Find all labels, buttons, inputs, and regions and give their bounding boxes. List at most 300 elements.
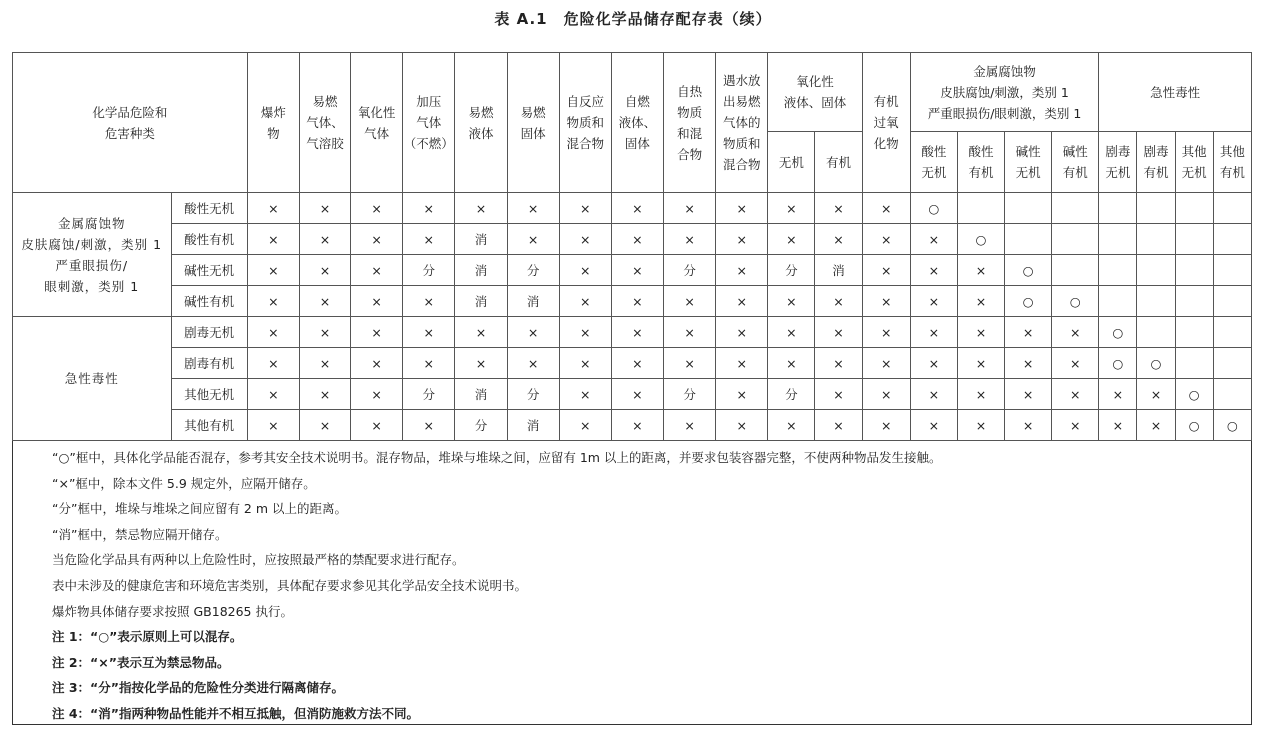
cell-text: × bbox=[527, 200, 539, 216]
cell-text: × bbox=[736, 386, 747, 402]
matrix-cell bbox=[247, 193, 299, 224]
cell-text: × bbox=[880, 417, 892, 433]
matrix-cell bbox=[1213, 348, 1251, 379]
cell-text: × bbox=[527, 355, 539, 371]
matrix-cell bbox=[507, 255, 559, 286]
row-label bbox=[171, 317, 247, 348]
cell-text: × bbox=[371, 386, 382, 402]
matrix-cell bbox=[1099, 410, 1137, 441]
matrix-cell bbox=[299, 286, 350, 317]
cell-text: 化物 bbox=[873, 136, 899, 151]
matrix-cell bbox=[611, 224, 663, 255]
matrix-cell bbox=[815, 348, 862, 379]
matrix-cell bbox=[1213, 410, 1251, 441]
cell-text: 消 bbox=[832, 262, 845, 278]
matrix-cell bbox=[910, 286, 957, 317]
cell-text: 剧毒 bbox=[1105, 144, 1131, 159]
cell-text: 酸性 bbox=[921, 144, 947, 159]
matrix-cell bbox=[403, 193, 455, 224]
matrix-cell bbox=[403, 410, 455, 441]
cell-text: × bbox=[1112, 417, 1124, 433]
cell-text: 易燃 bbox=[520, 104, 546, 120]
matrix-cell bbox=[1175, 286, 1213, 317]
matrix-cell bbox=[1213, 286, 1251, 317]
matrix-cell bbox=[507, 379, 559, 410]
matrix-cell bbox=[910, 193, 957, 224]
matrix-cell bbox=[957, 224, 1004, 255]
cell-text: × bbox=[268, 200, 279, 216]
matrix-cell bbox=[768, 193, 815, 224]
cell-text: ○ bbox=[1022, 262, 1034, 278]
cell-text: 有机 bbox=[1062, 165, 1088, 180]
cell-text: × bbox=[580, 262, 591, 278]
cell-text: 分 bbox=[683, 262, 696, 278]
cell-text: × bbox=[632, 293, 643, 309]
cell-text: × bbox=[371, 324, 382, 340]
cell-text: × bbox=[319, 417, 331, 433]
matrix-cell bbox=[299, 410, 350, 441]
cell-text: 氧化性 bbox=[357, 104, 396, 120]
matrix-cell bbox=[247, 348, 299, 379]
cell-text: 严重眼损伤/眼刺激，类别 1 bbox=[927, 105, 1082, 121]
matrix-cell bbox=[455, 379, 507, 410]
cell-text: × bbox=[880, 231, 892, 247]
cell-text: 有机 bbox=[968, 165, 994, 180]
matrix-cell bbox=[507, 193, 559, 224]
footnote-line: 注 4：“消”指两种物品性能并不相互抵触，但消防施救方法不同。 bbox=[52, 705, 419, 721]
cell-text: × bbox=[580, 293, 591, 309]
matrix-cell bbox=[611, 255, 663, 286]
matrix-cell bbox=[403, 317, 455, 348]
cell-text: × bbox=[684, 200, 695, 216]
cell-text: ○ bbox=[1188, 386, 1200, 402]
note-line: 当危险化学品具有两种以上危险性时，应按照最严格的禁配要求进行配存。 bbox=[52, 552, 465, 568]
matrix-cell bbox=[768, 410, 815, 441]
table-row bbox=[13, 286, 1252, 317]
column-header bbox=[611, 53, 663, 193]
footnote-line: 注 3：“分”指按化学品的危险性分类进行隔离储存。 bbox=[52, 680, 344, 696]
cell-text: 分 bbox=[526, 262, 540, 278]
matrix-cell bbox=[957, 379, 1004, 410]
column-header bbox=[299, 53, 350, 193]
cell-text: × bbox=[975, 355, 987, 371]
matrix-cell bbox=[247, 255, 299, 286]
matrix-cell bbox=[957, 286, 1004, 317]
cell-text: × bbox=[736, 200, 747, 216]
cell-text: × bbox=[786, 200, 797, 216]
column-subheader bbox=[1052, 132, 1099, 193]
cell-text: ○ bbox=[1112, 324, 1124, 340]
matrix-cell bbox=[716, 348, 768, 379]
cell-text: × bbox=[736, 262, 747, 278]
cell-text: × bbox=[371, 293, 382, 309]
column-subheader bbox=[910, 132, 957, 193]
cell-text: 分 bbox=[785, 386, 798, 402]
matrix-cell bbox=[1175, 379, 1213, 410]
matrix-cell bbox=[611, 410, 663, 441]
matrix-cell bbox=[768, 255, 815, 286]
matrix-cell bbox=[910, 348, 957, 379]
cell-text: 分 bbox=[526, 386, 540, 402]
cell-text: 金属腐蚀物 bbox=[973, 63, 1036, 79]
matrix-cell bbox=[351, 348, 403, 379]
matrix-cell bbox=[862, 379, 910, 410]
cell-text: × bbox=[736, 231, 747, 247]
matrix-cell bbox=[507, 348, 559, 379]
cell-text: ○ bbox=[975, 231, 987, 247]
matrix-cell bbox=[768, 224, 815, 255]
table-row bbox=[13, 255, 1252, 286]
cell-text: × bbox=[527, 324, 539, 340]
note-line: “分”框中，堆垛与堆垛之间应留有 2 m 以上的距离。 bbox=[52, 501, 348, 517]
matrix-cell bbox=[862, 317, 910, 348]
matrix-cell bbox=[1213, 317, 1251, 348]
matrix-cell bbox=[1175, 224, 1213, 255]
matrix-cell bbox=[862, 224, 910, 255]
cell-text: × bbox=[684, 231, 695, 247]
cell-text: × bbox=[880, 262, 892, 278]
cell-text: × bbox=[1070, 386, 1081, 402]
matrix-cell bbox=[716, 317, 768, 348]
cell-text: × bbox=[319, 293, 331, 309]
cell-text: 危害种类 bbox=[104, 125, 155, 141]
cell-text: 爆炸 bbox=[260, 104, 286, 120]
cell-text: × bbox=[580, 231, 591, 247]
cell-text: 液体、 bbox=[618, 115, 657, 130]
cell-text: 有机 bbox=[826, 154, 852, 170]
matrix-cell bbox=[1005, 193, 1052, 224]
note-line: 爆炸物具体储存要求按照 GB18265 执行。 bbox=[52, 603, 293, 619]
cell-text: × bbox=[423, 417, 435, 433]
cell-text: × bbox=[1022, 386, 1034, 402]
matrix-cell bbox=[664, 255, 716, 286]
cell-text: × bbox=[632, 355, 643, 371]
matrix-cell bbox=[1099, 379, 1137, 410]
cell-text: × bbox=[786, 293, 797, 309]
cell-text: 消 bbox=[474, 386, 488, 402]
cell-text: × bbox=[475, 324, 487, 340]
cell-text: × bbox=[833, 386, 844, 402]
cell-text: × bbox=[423, 355, 435, 371]
cell-text: × bbox=[423, 200, 435, 216]
column-subheader bbox=[1213, 132, 1251, 193]
matrix-cell bbox=[664, 224, 716, 255]
cell-text: ○ bbox=[1188, 417, 1200, 433]
matrix-cell bbox=[957, 348, 1004, 379]
cell-text: 其他无机 bbox=[184, 386, 235, 402]
matrix-cell bbox=[351, 286, 403, 317]
cell-text: × bbox=[632, 262, 643, 278]
cell-text: × bbox=[684, 324, 695, 340]
matrix-cell bbox=[1137, 317, 1175, 348]
cell-text: × bbox=[475, 200, 487, 216]
matrix-cell bbox=[611, 193, 663, 224]
cell-text: × bbox=[319, 386, 331, 402]
cell-text: × bbox=[736, 293, 747, 309]
matrix-cell bbox=[815, 379, 862, 410]
matrix-cell bbox=[507, 410, 559, 441]
matrix-cell bbox=[1052, 255, 1099, 286]
cell-text: 液体 bbox=[468, 125, 494, 141]
matrix-cell bbox=[247, 224, 299, 255]
column-header bbox=[716, 53, 768, 193]
cell-text: × bbox=[833, 417, 844, 433]
cell-text: 物质和 bbox=[722, 136, 761, 151]
cell-text: × bbox=[319, 262, 331, 278]
cell-text: 剧毒无机 bbox=[184, 324, 235, 340]
matrix-cell bbox=[455, 410, 507, 441]
matrix-cell bbox=[957, 410, 1004, 441]
matrix-cell bbox=[1137, 410, 1175, 441]
matrix-cell bbox=[351, 317, 403, 348]
cell-text: × bbox=[371, 417, 382, 433]
cell-text: × bbox=[880, 293, 892, 309]
cell-text: 合物 bbox=[677, 146, 703, 162]
table-row bbox=[13, 379, 1252, 410]
cell-text: × bbox=[928, 262, 940, 278]
cell-text: 分 bbox=[474, 417, 488, 433]
cell-text: × bbox=[833, 355, 844, 371]
row-label bbox=[171, 348, 247, 379]
matrix-cell bbox=[957, 317, 1004, 348]
cell-text: × bbox=[928, 386, 940, 402]
row-label bbox=[171, 193, 247, 224]
row-label bbox=[171, 379, 247, 410]
cell-text: 物质 bbox=[677, 104, 703, 120]
cell-text: 气溶胶 bbox=[306, 136, 344, 151]
cell-text: ○ bbox=[1069, 293, 1081, 309]
matrix-cell bbox=[559, 410, 611, 441]
matrix-cell bbox=[716, 255, 768, 286]
matrix-cell bbox=[716, 379, 768, 410]
matrix-cell bbox=[1005, 379, 1052, 410]
cell-text: × bbox=[580, 417, 591, 433]
matrix-cell bbox=[1213, 193, 1251, 224]
matrix-cell bbox=[1099, 193, 1137, 224]
cell-text: × bbox=[580, 324, 591, 340]
matrix-cell bbox=[455, 317, 507, 348]
cell-text: × bbox=[371, 262, 382, 278]
cell-text: 混合物 bbox=[566, 136, 605, 151]
table-row bbox=[13, 317, 1252, 348]
matrix-cell bbox=[1213, 224, 1251, 255]
matrix-cell bbox=[455, 255, 507, 286]
matrix-cell bbox=[299, 193, 350, 224]
cell-text: 其他有机 bbox=[184, 417, 235, 433]
matrix-cell bbox=[1099, 348, 1137, 379]
matrix-cell bbox=[299, 224, 350, 255]
cell-text: × bbox=[268, 386, 279, 402]
matrix-cell bbox=[1052, 317, 1099, 348]
cell-text: × bbox=[833, 324, 844, 340]
matrix-cell bbox=[1137, 348, 1175, 379]
cell-text: 气体 bbox=[416, 115, 442, 130]
cell-text: × bbox=[580, 200, 591, 216]
cell-text: × bbox=[736, 324, 747, 340]
column-subheader bbox=[1137, 132, 1175, 193]
matrix-cell bbox=[507, 224, 559, 255]
cell-text: × bbox=[975, 262, 987, 278]
matrix-cell bbox=[611, 348, 663, 379]
matrix-cell bbox=[351, 410, 403, 441]
cell-text: × bbox=[580, 355, 591, 371]
matrix-cell bbox=[768, 348, 815, 379]
cell-text: ○ bbox=[1150, 355, 1162, 371]
cell-text: 皮肤腐蚀/刺激，类别 1 bbox=[940, 84, 1069, 100]
matrix-cell bbox=[1175, 255, 1213, 286]
cell-text: × bbox=[786, 355, 797, 371]
matrix-cell bbox=[559, 286, 611, 317]
cell-text: 金属腐蚀物 bbox=[57, 215, 126, 231]
matrix-cell bbox=[815, 193, 862, 224]
cell-text: × bbox=[1150, 386, 1162, 402]
table-row bbox=[13, 348, 1252, 379]
cell-text: × bbox=[1022, 417, 1034, 433]
note-line: 表中未涉及的健康危害和环境危害类别，具体配存要求参见其化学品安全技术说明书。 bbox=[52, 577, 528, 593]
cell-text: × bbox=[975, 293, 987, 309]
matrix-cell bbox=[559, 317, 611, 348]
matrix-cell bbox=[1137, 224, 1175, 255]
matrix-cell bbox=[716, 193, 768, 224]
matrix-cell bbox=[1137, 379, 1175, 410]
cell-text: × bbox=[1022, 355, 1034, 371]
note-line: “消”框中，禁忌物应隔开储存。 bbox=[52, 526, 228, 542]
cell-text: 易燃 bbox=[468, 104, 494, 120]
matrix-cell bbox=[1175, 348, 1213, 379]
column-subheader bbox=[1175, 132, 1213, 193]
matrix-cell bbox=[1052, 224, 1099, 255]
row-label bbox=[171, 410, 247, 441]
cell-text: × bbox=[527, 231, 539, 247]
cell-text: 有机 bbox=[873, 94, 899, 109]
cell-text: × bbox=[1070, 324, 1081, 340]
matrix-cell bbox=[1005, 348, 1052, 379]
cell-text: × bbox=[371, 231, 382, 247]
cell-text: × bbox=[423, 293, 435, 309]
matrix-cell bbox=[351, 379, 403, 410]
cell-text: 气体、 bbox=[306, 115, 344, 130]
matrix-cell bbox=[455, 348, 507, 379]
matrix-cell bbox=[299, 379, 350, 410]
matrix-cell bbox=[1005, 255, 1052, 286]
column-header bbox=[507, 53, 559, 193]
cell-text: 酸性无机 bbox=[184, 200, 235, 216]
column-subheader bbox=[957, 132, 1004, 193]
matrix-cell bbox=[1005, 224, 1052, 255]
cell-text: 物质和 bbox=[566, 115, 605, 130]
cell-text: × bbox=[423, 231, 435, 247]
cell-text: × bbox=[736, 355, 747, 371]
cell-text: 无机 bbox=[1181, 165, 1207, 180]
compatibility-table bbox=[12, 52, 1252, 441]
matrix-cell bbox=[559, 193, 611, 224]
column-header bbox=[351, 53, 403, 193]
matrix-cell bbox=[716, 224, 768, 255]
cell-text: × bbox=[268, 355, 279, 371]
matrix-cell bbox=[664, 410, 716, 441]
cell-text: × bbox=[975, 386, 987, 402]
cell-text: 气体 bbox=[364, 125, 390, 141]
matrix-cell bbox=[1137, 193, 1175, 224]
cell-text: 化学品危险和 bbox=[92, 104, 168, 120]
cell-text: 出易燃 bbox=[722, 94, 761, 109]
matrix-cell bbox=[815, 317, 862, 348]
matrix-cell bbox=[664, 317, 716, 348]
cell-text: ○ bbox=[1226, 417, 1238, 433]
matrix-cell bbox=[455, 286, 507, 317]
cell-text: × bbox=[928, 293, 940, 309]
column-header bbox=[559, 53, 611, 193]
column-header bbox=[455, 53, 507, 193]
cell-text: × bbox=[371, 355, 382, 371]
matrix-cell bbox=[862, 255, 910, 286]
cell-text: 自热 bbox=[677, 83, 703, 99]
matrix-cell bbox=[455, 193, 507, 224]
cell-text: × bbox=[319, 231, 331, 247]
column-header bbox=[664, 53, 716, 193]
matrix-cell bbox=[247, 379, 299, 410]
matrix-cell bbox=[1137, 255, 1175, 286]
matrix-cell bbox=[1175, 317, 1213, 348]
cell-text: × bbox=[1070, 417, 1081, 433]
cell-text: 消 bbox=[526, 293, 540, 309]
matrix-cell bbox=[1213, 379, 1251, 410]
cell-text: × bbox=[975, 417, 987, 433]
cell-text: 无机 bbox=[778, 154, 804, 170]
cell-text: × bbox=[268, 293, 279, 309]
cell-text: 碱性有机 bbox=[184, 293, 235, 309]
cell-text: （不燃） bbox=[403, 136, 454, 151]
cell-text: × bbox=[1150, 417, 1162, 433]
matrix-cell bbox=[611, 317, 663, 348]
matrix-cell bbox=[862, 286, 910, 317]
cell-text: 易燃 bbox=[312, 94, 338, 109]
cell-text: ○ bbox=[1112, 355, 1124, 371]
matrix-cell bbox=[664, 348, 716, 379]
cell-text: 无机 bbox=[1105, 165, 1131, 180]
matrix-cell bbox=[1099, 224, 1137, 255]
cell-text: × bbox=[632, 324, 643, 340]
matrix-cell bbox=[299, 348, 350, 379]
matrix-cell bbox=[1099, 317, 1137, 348]
cell-text: 固体 bbox=[624, 136, 650, 151]
matrix-cell bbox=[559, 224, 611, 255]
cell-text: 急性毒性 bbox=[1150, 84, 1201, 100]
column-subheader bbox=[768, 132, 815, 193]
cell-text: 气体的 bbox=[722, 115, 761, 130]
matrix-cell bbox=[1052, 348, 1099, 379]
matrix-cell bbox=[403, 348, 455, 379]
cell-text: 皮肤腐蚀/刺激，类别 1 bbox=[21, 236, 163, 252]
matrix-cell bbox=[910, 255, 957, 286]
cell-text: × bbox=[632, 386, 643, 402]
cell-text: × bbox=[880, 324, 892, 340]
cell-text: 分 bbox=[422, 262, 436, 278]
matrix-cell bbox=[1213, 255, 1251, 286]
matrix-cell bbox=[455, 224, 507, 255]
matrix-cell bbox=[247, 286, 299, 317]
cell-text: 其他 bbox=[1181, 144, 1207, 159]
cell-text: 遇水放 bbox=[722, 73, 761, 88]
cell-text: 加压 bbox=[416, 94, 442, 109]
matrix-cell bbox=[1005, 286, 1052, 317]
cell-text: × bbox=[833, 293, 844, 309]
cell-text: × bbox=[1112, 386, 1124, 402]
column-subheader bbox=[1099, 132, 1137, 193]
column-subheader bbox=[1005, 132, 1052, 193]
cell-text: 剧毒有机 bbox=[184, 355, 235, 371]
matrix-cell bbox=[815, 255, 862, 286]
